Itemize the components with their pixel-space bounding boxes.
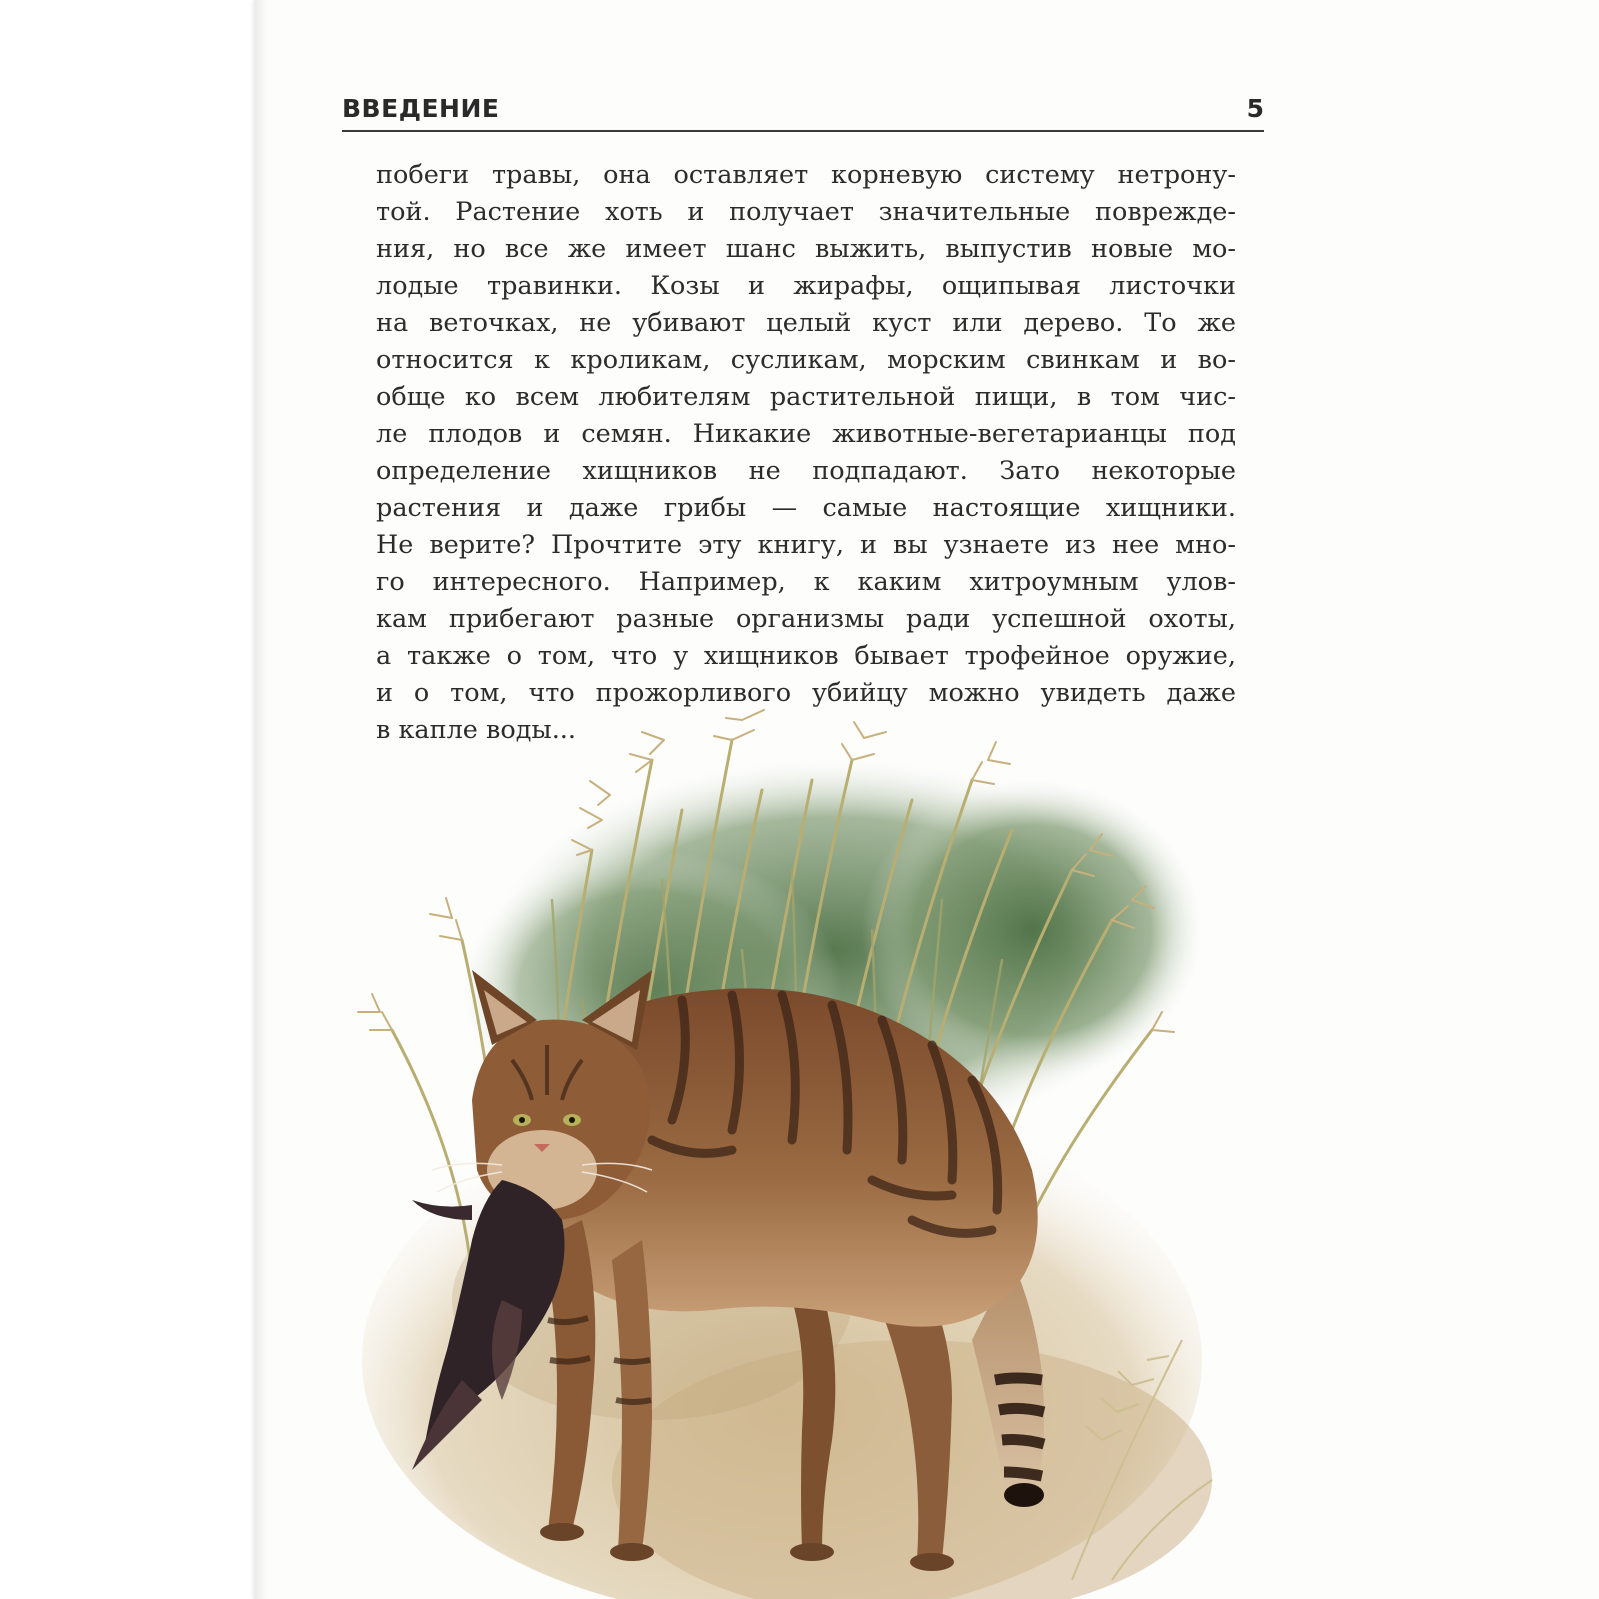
text-line: на веточках, не убивают целый куст или дерево. То же [376, 308, 1236, 338]
text-line: растения и даже грибы — самые настоящие хищники. [376, 493, 1236, 523]
text-line: лодые травинки. Козы и жирафы, ощипывая листочки [376, 271, 1236, 301]
text-line: кам прибегают разные организмы ради успешной охоты, [376, 604, 1236, 634]
text-line: и о том, что прожорливого убийцу можно увидеть даже [376, 678, 1236, 708]
text-line: Не верите? Прочтите эту книгу, и вы узнаете из нее мно- [376, 530, 1236, 560]
section-title: ВВЕДЕНИЕ [342, 94, 500, 123]
running-header [342, 90, 1264, 132]
text-line: ния, но все же имеет шанс выжить, выпустив новые мо- [376, 234, 1236, 264]
body-paragraph [376, 157, 1236, 749]
text-line: той. Растение хоть и получает значительные поврежде- [376, 197, 1236, 227]
text-line: го интересного. Например, к каким хитроумным улов- [376, 567, 1236, 597]
text-line: а также о том, что у хищников бывает трофейное оружие, [376, 641, 1236, 671]
text-line: обще ко всем любителям растительной пищи, в том чис- [376, 382, 1236, 412]
wild-cat-illustration [352, 700, 1242, 1599]
text-line: побеги травы, она оставляет корневую систему нетрону- [376, 160, 1236, 190]
text-line: в капле воды... [376, 715, 577, 745]
text-line: ле плодов и семян. Никакие животные-вегетарианцы под [376, 419, 1236, 449]
text-line: относится к кроликам, сусликам, морским свинкам и во- [376, 345, 1236, 375]
page-number: 5 [1246, 94, 1264, 123]
page-spine-shadow [254, 0, 268, 1599]
text-line: определение хищников не подпадают. Зато некоторые [376, 456, 1236, 486]
